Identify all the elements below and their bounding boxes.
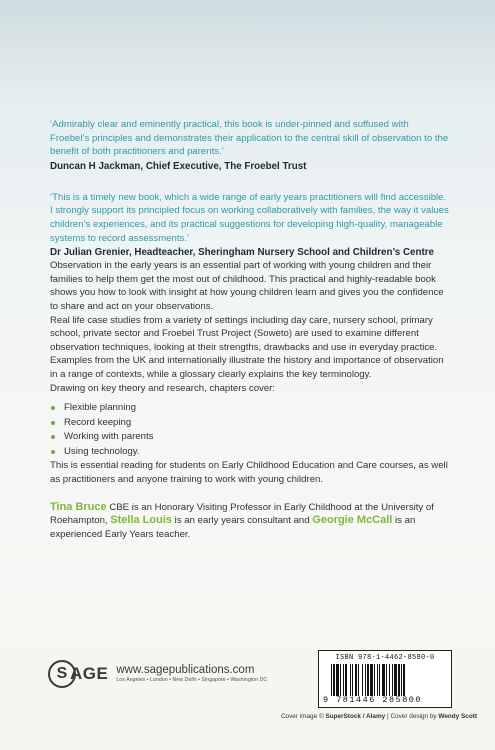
list-item: Record keeping [50,416,450,431]
list-item: Working with parents [50,430,450,445]
barcode-digits: 9 781446 285800 [323,695,423,705]
list-item: Flexible planning [50,401,450,416]
sage-logo-circle-icon: S [48,660,76,688]
review-attribution-1: Duncan H Jackman, Chief Executive, The Froebel Trust [50,160,307,172]
description-paragraph-4: This is essential reading for students on Early Childhood Education and Care courses, as well as practitioners and anyone training to work with young children. [50,460,448,486]
back-cover-text [50,118,450,551]
author-bio: Tina Bruce CBE is an Honorary Visiting Professor in Early Childhood at the University of Roehampton, Stella Louis is an early years consultant and Georgie McCall is an experienced Early Years teacher. [50,500,434,540]
sage-logo [48,660,108,688]
cover-credit: Cover image © SuperStock / Alamy | Cover design by Wendy Scott [280,713,477,720]
publisher-block [48,660,267,688]
list-item: Using technology. [50,445,450,460]
isbn-label: ISBN 978-1-4462-8580-0 [335,654,435,662]
bullet-icon [51,421,55,425]
description-paragraph-2: Real life case studies from a variety of settings including day care, nursery school, primary school, private sector and Froebel Trust Project (Soweto) are used to examine different observation techniques, looking at their strengths, drawbacks and use in everyday practice. Examples from the UK and internationally illustrate the history and importance of observation in a range of contexts, while a glossary clearly explains the key terminology. [50,314,444,380]
bullet-icon [51,406,55,410]
author-name-3: Georgie McCall [312,514,393,527]
description-paragraph-3: Drawing on key theory and research, chapters cover: [50,382,276,394]
bullet-icon [51,450,55,454]
publisher-url[interactable]: www.sagepublications.com [116,664,255,676]
description-paragraph-1: Observation in the early years is an essential part of working with young children and their families to help them get the most out of childhood. This practical and highly-readable book shows you how to look with insight at how young children learn and gives you the confidence to share and act on your observations. [50,260,444,312]
author-name-1: Tina Bruce [50,500,107,513]
review-quote-2: ‘This is a timely new book, which a wide range of early years practitioners will find accessible. I strongly support its principled focus on working collaboratively with families, the way it values children’s experiences, and its practical suggestions for developing high-quality, manageable systems to record assessments.’ [50,191,449,244]
sage-logo-text: AGE [70,664,109,683]
chapters-list [50,401,450,459]
review-quote-1: ‘Admirably clear and eminently practical, this book is under-pinned and suffused with Froebel’s principles and demonstrates their application to the central skill of observation to the benefit of both practitioners and parents.’ [50,119,449,158]
review-attribution-2: Dr Julian Grenier, Headteacher, Sheringham Nursery School and Children’s Centre [50,247,435,259]
barcode [318,650,452,708]
publisher-cities: Los Angeles • London • New Delhi • Singapore • Washington DC [116,677,268,683]
author-name-2: Stella Louis [110,514,173,527]
bullet-icon [51,435,55,439]
barcode-bars-icon [331,664,441,696]
